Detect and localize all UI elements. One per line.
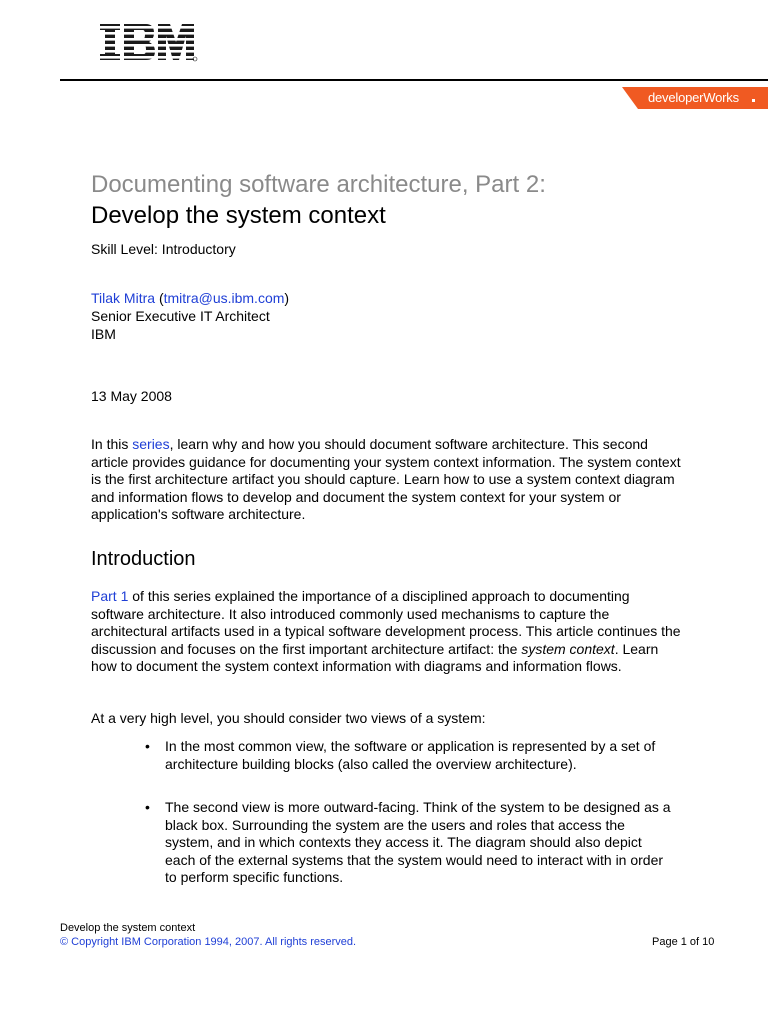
author-role: Senior Executive IT Architect xyxy=(91,308,270,324)
footer-copyright-link[interactable]: © Copyright IBM Corporation 1994, 2007. All rights reserved. xyxy=(60,936,357,948)
list-item-text: The second view is more outward-facing. Think of the system to be designed as a black box. Surrounding the system are the users and roles that access the system, and in which contexts they access it. The diagram should also depict each of the external systems that the system would need to interact with in order to perform specific functions. xyxy=(165,799,671,885)
footer-title: Develop the system context xyxy=(60,922,196,934)
email-open-paren: ( xyxy=(158,290,164,306)
abstract-prefix: In this xyxy=(91,436,133,452)
ibm-logo xyxy=(98,22,198,66)
article-title: Develop the system context xyxy=(91,202,386,229)
list-item xyxy=(145,799,675,887)
bullet-icon: • xyxy=(145,738,150,754)
author-email-link[interactable]: tmitra@us.ibm.com xyxy=(163,290,285,306)
part1-link[interactable]: Part 1 xyxy=(91,588,129,604)
views-list xyxy=(145,738,675,913)
series-link[interactable]: series xyxy=(132,436,170,452)
header-rule xyxy=(60,79,768,81)
author-name-link[interactable]: Tilak Mitra xyxy=(91,290,156,306)
skill-level: Skill Level: Introductory xyxy=(91,241,236,257)
intro-paragraph-1 xyxy=(91,588,681,676)
introduction-heading: Introduction xyxy=(91,548,196,570)
intro-text-a: of this series explained the importance of a disciplined approach to documenting software architecture. It also introduced commonly used mechanisms to capture the architectural artifacts used in a typical software development process. This article continues the discussion and focuses on the first important architecture artifact: the xyxy=(91,588,681,657)
publish-date: 13 May 2008 xyxy=(91,388,172,404)
page-number: Page 1 of 10 xyxy=(652,936,715,948)
author-line xyxy=(91,289,289,307)
developerworks-label: developerWorks xyxy=(648,90,739,105)
intro-text-b: . Learn how to document the system context information with diagrams and information flows. xyxy=(91,640,659,674)
intro-paragraph-2: At a very high level, you should consider two views of a system: xyxy=(91,710,486,726)
list-item xyxy=(145,738,675,773)
bullet-icon: • xyxy=(145,799,150,815)
author-block xyxy=(91,289,289,343)
developerworks-mark xyxy=(752,99,755,102)
series-title: Documenting software architecture, Part 2: xyxy=(91,171,546,198)
email-close-paren: ) xyxy=(284,290,290,306)
list-item-text: In the most common view, the software or application is represented by a set of architecture building blocks (also called the overview architecture). xyxy=(165,738,656,772)
intro-emphasis: system context xyxy=(521,640,615,657)
abstract-text: , learn why and how you should document software architecture. This second article provides guidance for documenting your system context information. The system context is the first architecture artifact you should capture. Learn how to use a system context diagram and information flows to develop and document the system context for your system or application's software architecture. xyxy=(91,436,681,522)
author-company: IBM xyxy=(91,326,116,342)
abstract-paragraph xyxy=(91,436,681,524)
